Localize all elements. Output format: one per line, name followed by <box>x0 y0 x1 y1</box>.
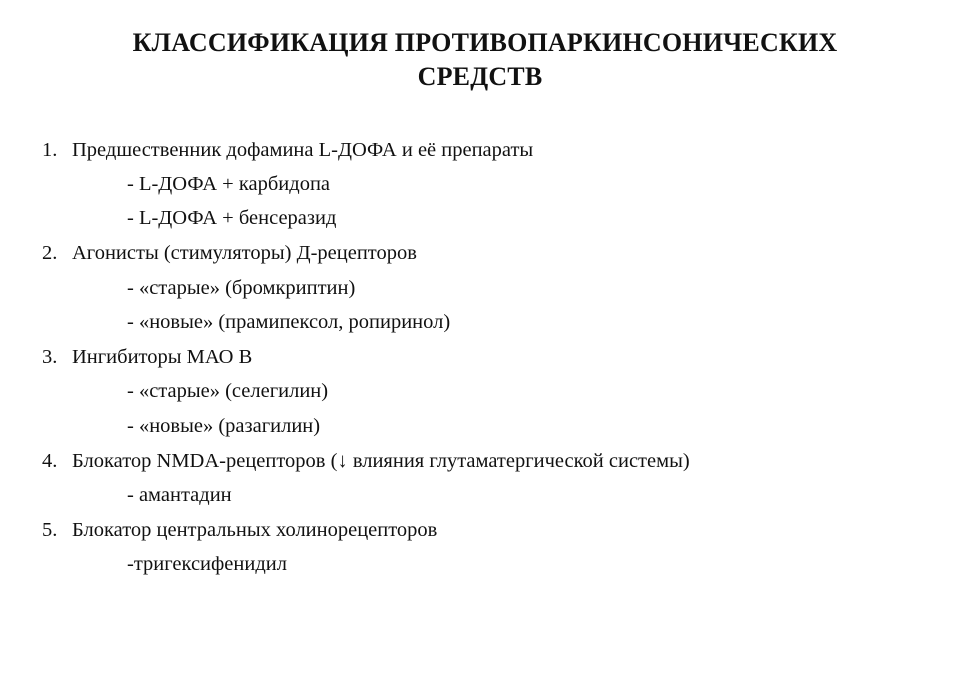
sub-item-text: - «старые» (бромкриптин) <box>127 277 356 299</box>
sub-item-text: - «старые» (селегилин) <box>127 380 329 402</box>
list-item-number: 3. <box>42 346 58 368</box>
list-item-text: Блокатор NMDA-рецепторов (↓ влияния глутаматергической системы) <box>72 450 690 472</box>
sub-item-text: - «новые» (разагилин) <box>127 415 321 437</box>
list-item-number: 4. <box>42 450 58 472</box>
page-title-continuation: СРЕДСТВ <box>417 62 543 91</box>
sub-item-text: - L-ДОФА + бенсеразид <box>127 207 337 229</box>
list-item-text: Ингибиторы МАО В <box>72 346 253 368</box>
list-item-text: Предшественник дофамина L-ДОФА и её препараты <box>72 139 534 161</box>
page-title: КЛАССИФИКАЦИЯ ПРОТИВОПАРКИНСОНИЧЕСКИХ <box>132 28 838 57</box>
list-item-number: 2. <box>42 242 58 264</box>
list-item-text: Агонисты (стимуляторы) Д-рецепторов <box>72 242 417 264</box>
sub-item-text: - «новые» (прамипексол, ропиринол) <box>127 311 451 333</box>
list-item-number: 1. <box>42 139 58 161</box>
list-item-number: 5. <box>42 519 58 541</box>
sub-item-text: - L-ДОФА + карбидопа <box>127 173 331 195</box>
list-item-text: Блокатор центральных холинорецепторов <box>72 519 438 541</box>
sub-item-text: -тригексифенидил <box>127 553 287 575</box>
sub-item-text: - амантадин <box>127 484 232 506</box>
